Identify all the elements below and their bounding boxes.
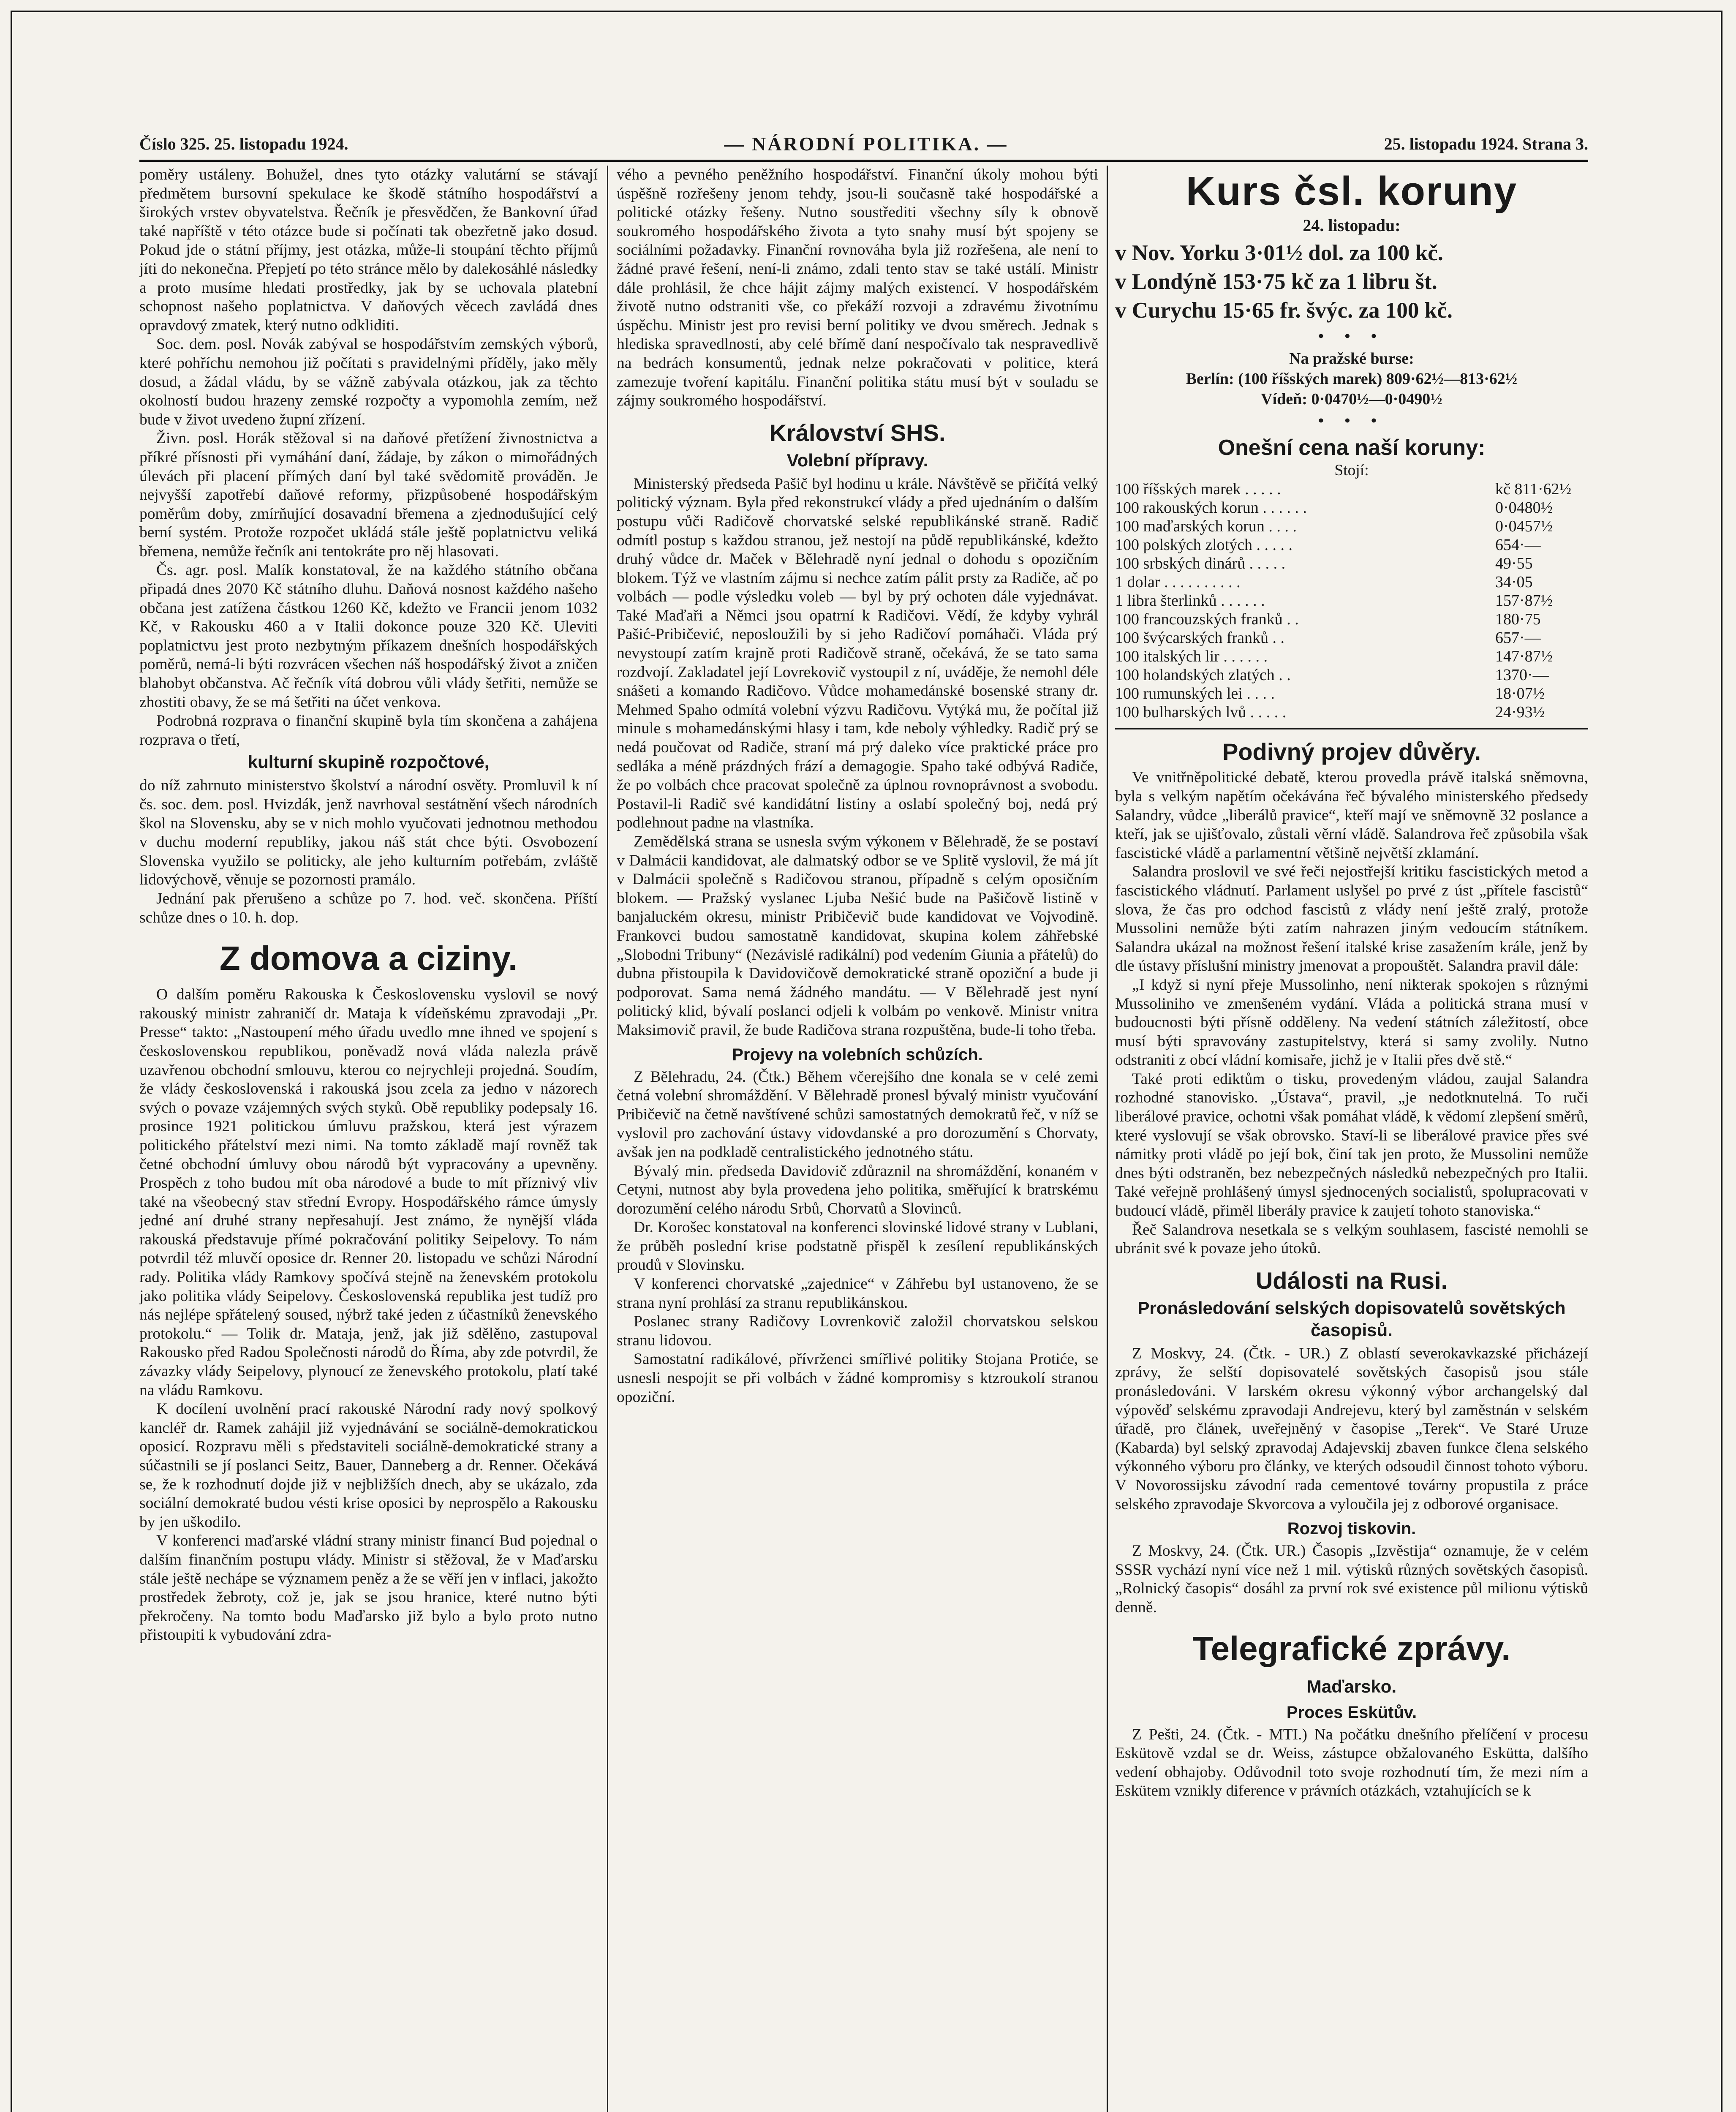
kurs-line: v Londýně 153·75 kč za 1 libru št. <box>1115 269 1437 294</box>
rate-value: 49·55 <box>1495 555 1533 573</box>
paragraph: V konferenci chorvatské „zajednice“ v Záhřebu byl ustanoveno, že se strana nyní prohlásí za stranu republikánskou. <box>617 1275 1098 1312</box>
separator-dots: • • • <box>1318 327 1385 345</box>
table-row <box>1115 629 1588 647</box>
paragraph: Z Pešti, 24. (Čtk. - MTI.) Na počátku dnešního přelíčení v procesu Eskütově vzdal se dr. Weiss, zástupce obžalovaného Eskütta, dalšího vedení obhajoby. Odůvodnil toto svoje rozhodnutí tím, že mezi ním a Eskütem vznikly diference v právních otázkách, vztahujících se k <box>1115 1726 1588 1800</box>
kurs-koruny-title: Kurs čsl. koruny <box>1186 169 1518 214</box>
oneny-cena-title: Onešní cena naší koruny: <box>1218 435 1486 460</box>
page-header <box>139 129 1588 158</box>
rate-label: 100 polských zlotých . . . . . <box>1115 536 1293 554</box>
table-row <box>1115 684 1588 703</box>
rate-value: 0·0480½ <box>1495 499 1553 517</box>
paragraph: O dalším poměru Rakouska k Československu vyslovil se nový rakouský ministr zahraničí dr. Mataja k vídeňskému zpravodaji „Pr. Presse“ takto: „Nastoupení mého úřadu uvedlo mne ihned ve spojení s československou republikou, poněvadž nová vláda nalezla právě uzavřenou obchodní smlouvu, kterou co nejrychleji projedná. Soudím, že vlády československá i rakouská jsou zcela za jedno v názorech svých o povaze vzájemných svých styků. Obě republiky podepsaly 16. prosince 1921 politickou úmluvu pražskou, která jest výrazem politického přátelství mezi nimi. Na tomto základě mají rovněž tak četné obchodní úmluvy obou národů být vypracovány a upevněny. Prospěch z toho budou mít oba národové a bude to mít příznivý vliv také na všeobecný stav střední Evropy. Hospodářského rámce úmysly jedné aní druhé strany nepřesahují. Jest známo, že nynější vláda rakouská představuje přímé pokračování politiky Seipelovy. To nám potvrdil též mluvčí oposice dr. Renner 20. listopadu ve schůzi Národní rady. Politika vlády Ramkovy spočívá stejně na ženevském protokolu jako politika vlády Seipelovy. Československá republika jest tudíž pro nás nejlépe spřátelený soused, nýbrž také jeden z účastníků ženevského protokolu.“ — Tolik dr. Mataja, jenž, jak již sdělěno, zastupoval Rakousko před Radou Společnosti národů do Říma, aby zde potvrdil, že závazky vlády Seipelovy, plynoucí ze ženevského protokolu, platí také na vládu Ramkovu. <box>139 986 598 1399</box>
table-row <box>1115 703 1588 721</box>
rate-label: 100 říšských marek . . . . . <box>1115 480 1281 498</box>
subheading-volebni-pripravy: Volební přípravy. <box>786 450 928 470</box>
paragraph: do níž zahrnuto ministerstvo školství a národní osvěty. Promluvil k ní čs. soc. dem. posl. Hvizdák, jenž navrhoval sestátnění všech národních škol na Slovensku, aby se v nich mohlo vyučovati jednotnou methodou v duchu moderní republiky, jakou náš stát chce býti. Osvobození Slovenska využilo se politicky, ale jeho kulturním potřebám, zvláště lidovýchově, věnuje se pozornosti pramálo. <box>139 777 598 889</box>
subheading-proces: Proces Eskütův. <box>1286 1703 1417 1722</box>
paragraph: Soc. dem. posl. Novák zabýval se hospodářstvím zemských výborů, které pohříchu nemohou již počítati s pravidelnými příděly, jako měly dosud, a žádal vládu, by se vážně zabývala otázkou, jak za těchto okolností budou hrazeny zemské rozpočty a vypomohla zemím, než bude v život uvedeno župní zřízení. <box>139 335 598 428</box>
column-3 <box>1115 166 1588 2112</box>
rate-value: 34·05 <box>1495 573 1533 591</box>
paragraph: poměry ustáleny. Bohužel, dnes tyto otázky valutární se stávají předmětem bursovní spekulace ke škodě státního hospodářství a širokých vrstev obyvatelstva. Řečník je přesvědčen, že Bankovní úřad také napříště v této otázce bude si počínati tak obezřetně jako dosud. Pokud jde o státní příjmy, jest otázka, může-li stoupání těchto příjmů jíti do nekonečna. Přepjetí po této stránce mělo by dalekosáhlé následky a proto musíme hledati prostředky, jak by se uchovala platební schopnost našeho poplatnictva. V daňových věcech zavládá dnes opravdový zmatek, který nutno odkliditi. <box>139 166 598 334</box>
rate-label: 100 maďarských korun . . . . <box>1115 517 1297 536</box>
paragraph: Z Bělehradu, 24. (Čtk.) Během včerejšího dne konala se v celé zemi četná volební shromáždění. V Bělehradě pronesl bývalý ministr vyučování Pribičevič na četně navštívené schůzi samostatných demokratů řeč, v níž se vyslovil pro zachování ústavy vidovdanské a pro dorozumění s Chorvaty, avšak jen na podkladě centralistického jednotného státu. <box>617 1068 1098 1161</box>
rate-value: 180·75 <box>1495 610 1541 629</box>
table-row <box>1115 610 1588 629</box>
table-row <box>1115 498 1588 517</box>
burse-viden: Vídeň: 0·0470½—0·0490½ <box>1261 390 1442 408</box>
subheading-projevy: Projevy na volebních schůzích. <box>732 1045 983 1064</box>
column-1 <box>139 166 598 2112</box>
burse-title: Na pražské burse: <box>1289 350 1414 368</box>
paragraph: Čs. agr. posl. Malík konstatoval, že na každého státního občana připadá dnes 2070 Kč státního dluhu. Daňová nosnost každého našeho občana jest zatížena částkou 1260 Kč, kdežto ve Francii jenom 1032 Kč, v Rakousku 460 a v Italii dokonce pouze 320 Kč. Uleviti poplatnictvu jest proto nezbytným příkazem dnešních hospodářských poměrů, nemá-li býti rozvrácen všechen náš hospodářský život a zničen blahobyt občanstva. Ač řečník vítá dobrou vůli vlády šetřiti, nemůže se zhostiti obavy, že se má šetřiti na účet venkova. <box>139 561 598 711</box>
header-issue: Číslo 325. 25. listopadu 1924. <box>139 134 348 153</box>
rate-label: 100 bulharských lvů . . . . . <box>1115 703 1287 721</box>
rate-label: 1 dolar . . . . . . . . . . <box>1115 573 1241 591</box>
paragraph: Ve vnitřněpolitické debatě, kterou provedla právě italská sněmovna, byla s velkým napětím očekávána řeč bývalého ministerského předsedy Salandry, vůdce „liberálů pravice“, kteří mají ve sněmovně 32 poslance a kteří, jak se ujišťovalo, zůstali věrní vládě. Salandrova řeč způsobila však fascistické vládě a parlamentní většině největší zklamání. <box>1115 769 1588 862</box>
rate-label: 100 srbských dinárů . . . . . <box>1115 555 1286 573</box>
section-divider <box>1115 728 1588 729</box>
kurs-date: 24. listopadu: <box>1303 216 1401 235</box>
rate-value: 18·07½ <box>1495 685 1545 703</box>
rate-value: 654·— <box>1495 536 1541 554</box>
table-row <box>1115 647 1588 666</box>
paragraph: K docílení uvolnění prací rakouské Národní rady nový spolkový kancléř dr. Ramek zahájil již vyjednávání se sociálně-demokratickou oposicí. Rozpravu měli s představiteli sociálně-demokratické strany a súčastnili se jí poslanci Seitz, Bauer, Danneberg a dr. Renner. Očekává se, že k rozhodnutí dojde již v nejbližších dnech, aby se ukázalo, zda sociální demokraté budou vésti krise oposici by neprospělo a Rakousku by jen uškodilo. <box>139 1400 598 1531</box>
rate-label: 100 italských lir . . . . . . <box>1115 648 1268 666</box>
table-row <box>1115 517 1588 536</box>
rate-value: 147·87½ <box>1495 648 1553 666</box>
paragraph: Také proti ediktům o tisku, provedeným vládou, zaujal Salandra rozhodné stanovisko. „Ústava“, pravil, „je nedotknutelná. To ruči liberálové pravice, ochotni však pomáhat vládě, k vědomí zlepšení směrů, které vyslovují se však obrovsko. Staví-li se liberálové pravice přes své námitky proti vládě po její bok, činí tak jen proto, že Mussolini nemůže dnes býti odstraněn, bez nebezpečných následků nebezpečných pro Italii. Také veřejně prohlášený úmysl sjednocených socialistů, spolupracovati v budoucí vládě, přiměl liberály pravice k zaujetí tohoto stanoviska.“ <box>1115 1070 1588 1220</box>
rate-value: 0·0457½ <box>1495 517 1553 536</box>
rate-label: 100 francouzských franků . . <box>1115 610 1299 629</box>
rate-value: 24·93½ <box>1495 703 1545 721</box>
table-row <box>1115 666 1588 684</box>
header-masthead: — NÁRODNÍ POLITIKA. — <box>724 133 1008 155</box>
paragraph: Podrobná rozprava o finanční skupině byla tím skončena a zahájena rozprava o třetí, <box>139 712 598 748</box>
column-divider <box>607 166 608 2112</box>
paragraph: Salandra proslovil ve své řeči nejostřejší kritiku fascistických metod a fascistického vládnutí. Parlament uslyšel po prvé z úst „přítele fascistů“ slova, že čas pro odchod fascistů z vlády není ještě zralý, protože Mussolini nemůže býti zatím nahrazen jiným vedoucím státníkem. Salandra ukázal na možnost řešení italské krise zasažením krále, jenž by dle ústavy příslušní ministry jmenovat a propouštět. Salandra pravil dále: <box>1115 863 1588 975</box>
rate-value: 157·87½ <box>1495 592 1553 610</box>
table-row <box>1115 554 1588 573</box>
paragraph: vého a pevného peněžního hospodářství. Finanční úkoly mohou býti úspěšně rozřešeny jenom tehdy, jsou-li současně také hospodářské a politické otázky řešeny. Nutno soustřediti všechny síly k obnově soukromého hospodářského života a tyto snahy musí být spojeny se sociálními požadavky. Finanční rovnováha byla již rozřešena, ale není to žádné pravé řešení, není-li známo, zdali tento stav se také ustálí. Ministr dále prohlásil, že chce hájit zájmy malých existencí. V hospodářském životě nutno odstraniti vše, co překáží rozvoji a zdravému životnímu úspěchu. Ministr jest pro revisi berní politiky ve dvou směrech. Jednak s hlediska spravedlnosti, aby celé břímě daní nespočívalo tak nespravedlivě na bedrách konsumentů, jednak nelze pokračovati v politice, která zamezuje tvoření kapitálu. Finanční politika státu musí být v souladu se zájmy soukromého hospodářství. <box>617 166 1098 410</box>
section-heading-telegraficke-zpravy: Telegrafické zprávy. <box>1192 1629 1511 1667</box>
kurs-line: v Curychu 15·65 fr. švýc. za 100 kč. <box>1115 298 1453 323</box>
section-heading-z-domova: Z domova a ciziny. <box>219 939 518 977</box>
paragraph: Řeč Salandrova nesetkala se s velkým souhlasem, fascisté nemohli se ubránit své k povaze jeho útoků. <box>1115 1221 1588 1257</box>
column-2 <box>617 166 1098 2112</box>
separator-dots: • • • <box>1318 412 1385 430</box>
paragraph: Samostatní radikálové, přívrženci smířlivé politiky Stojana Protiće, se usnesli nespojit se při volbách v žádné kompromisy s ktzroukolí stranou opoziční. <box>617 1350 1098 1406</box>
header-rule <box>139 160 1588 162</box>
rate-value: 657·— <box>1495 629 1541 647</box>
table-row <box>1115 573 1588 591</box>
kurs-line: v Nov. Yorku 3·01½ dol. za 100 kč. <box>1115 240 1443 265</box>
paragraph: Poslanec strany Radičovy Lovrenkovič založil chorvatskou selskou stranu lidovou. <box>617 1313 1098 1349</box>
subheading-madarsko: Maďarsko. <box>1306 1676 1397 1696</box>
rate-label: 100 rumunských lei . . . . <box>1115 685 1275 703</box>
subheading-pronasledovani: Pronásledování selských dopisovatelů sovětských časopisů. <box>1137 1298 1566 1340</box>
rate-value: kč 811·62½ <box>1495 480 1572 498</box>
rates-table <box>1115 480 1588 721</box>
paragraph: Zemědělská strana se usnesla svým výkonem v Bělehradě, že se postaví v Dalmácii kandidovat, ale dalmatský odbor se ve Splitě vyslovil, že má jít v Dalmácii společně s Radičovou stranou, případně s celým oposičním blokem. — Pražský vyslanec Ljuba Nešić bude na Pašičově listině v banjaluckém okresu, ministr Pribičevič bude kandidovat ve Vojvodině. Frankovci budou samostatně kandidovat, skupina kolem záhřebské „Slobodni Tribuny“ (Nezávislé radikální) pod vedením Giunia a přátelů) do dubna přistoupila k Davidovičově demokratické straně opoziční a bude ji podporovat. Sama nemá žádného mandátu. — V Bělehradě jest nyní politický klid, bývalí poslanci odjeli k volbám po venkově. Ministr vnitra Maksimovič pravil, že bude Radičova strana rozpuštěna, bude-li toho třeba. <box>617 833 1098 1039</box>
paragraph: Dr. Korošec konstatoval na konferenci slovinské lidové strany v Lublani, že průběh poslední krise podstatně přispěl k zesílení republikánských proudů v Slovinsku. <box>617 1219 1098 1274</box>
rate-label: 100 holandských zlatých . . <box>1115 666 1291 684</box>
subheading-kulturni-skupina: kulturní skupině rozpočtové, <box>248 752 490 772</box>
paragraph: Bývalý min. předseda Davidovič zdůraznil na shromáždění, konaném v Cetyni, nutnost aby byla provedena jeho politika, směřující k bratrskému dorozumění celého národu Srbů, Chorvatů a Slovinců. <box>617 1162 1098 1217</box>
paragraph: Z Moskvy, 24. (Čtk. UR.) Časopis „Izvěstija“ oznamuje, že v celém SSSR vychází nyní více než 1 mil. výtisků různých sovětských časopisů. „Rolnický časopis“ dosáhl za první rok své existence půl milionu výtisků denně. <box>1115 1542 1588 1616</box>
paragraph: Z Moskvy, 24. (Čtk. - UR.) Z oblastí severokavkazské přicházejí zprávy, že selští dopisovatelé sovětských časopisů jsou stále pronásledováni. V larském okresu výkonný výbor archangelský dal výpověď selskému zpravodaji Andrejevu, který byl zaměstnán v selském úřadě, pro článek, uveřejněný v časopise „Terek“. Ve Staré Uruze (Kabarda) byl selský zpravodaj Adajevskij zbaven funkce člena selského výkonného výboru pro články, ve kterých odsoudil činnost tohoto výboru. V Novorossijsku závodní rada cementové továrny propustila z práce selského zpravodaje Skvorcova a vyloučila jej z odborové organisace. <box>1115 1344 1588 1513</box>
column-divider <box>1107 166 1108 2112</box>
paragraph: Živn. posl. Horák stěžoval si na daňové přetížení živnostnictva a příkré přísnosti při vymáhání daní, žádaje, by zákon o mimořádných úlevách při placení přímých daní byl také svědomitě prováděn. Je nejvyšší zapotřebí daňové reformy, přizpůsobené hospodářským poměrům doby, zmírňující dosavadní břemena a zjednodušující celý berní systém. Protože rozpočet ukládá stále ještě poplatnictvu veliká břemena, nemůže řečník ani tentokráte pro něj hlasovati. <box>139 430 598 560</box>
section-heading-podivny-projev: Podivný projev důvěry. <box>1222 738 1481 765</box>
table-row <box>1115 536 1588 554</box>
burse-berlin: Berlín: (100 říšských marek) 809·62½—813·62½ <box>1186 370 1518 388</box>
table-row <box>1115 480 1588 498</box>
section-heading-kralovstvi-shs: Království SHS. <box>769 419 946 446</box>
stoji-label: Stojí: <box>1334 461 1369 479</box>
subheading-rozvoj-tiskovin: Rozvoj tiskovin. <box>1287 1519 1416 1538</box>
paragraph: „I když si nyní přeje Mussolinho, není nikterak spokojen s různými Mussoliniho ve zmenšeném vydání. Vláda a politická strana musí v budoucnosti býti přísně odděleny. Na vedení státních záležitostí, obce musí býti spravovány zastupitelstvy, která si samy zvolily. Nutno odstraniti z obcí vládní komisaře, jichž je v Italii přes dvě stě.“ <box>1115 976 1588 1069</box>
header-date-page: 25. listopadu 1924. Strana 3. <box>1384 134 1588 153</box>
rate-value: 1370·— <box>1495 666 1549 684</box>
table-row <box>1115 591 1588 610</box>
section-heading-udalosti-na-rusi: Události na Rusi. <box>1255 1267 1448 1294</box>
paragraph: Jednání pak přerušeno a schůze po 7. hod. več. skončena. Příští schůze dnes o 10. h. dop. <box>139 890 598 926</box>
rate-label: 100 švýcarských franků . . <box>1115 629 1285 647</box>
paragraph: V konferenci maďarské vládní strany ministr financí Bud pojednal o dalším finančním postupu vlády. Ministr si stěžoval, že v Maďarsku stále ještě nechápe se významem peněz a že se věří jen v inflaci, jakožto prostředek žebroty, což je, jak se jsou hranice, které nutno býti překročeny. Na tomto bodu Maďarsko již bylo a bylo proto nutno přistoupiti k vybudování zdra- <box>139 1532 598 1644</box>
paragraph: Ministerský předseda Pašič byl hodinu u krále. Návštěvě se přičítá velký politický význam. Byla před rekonstrukcí vlády a před ujednáním o dalším postupu vůči Radičově chorvatské selské republikánské straně. Radič odmítl postup s každou stranou, jež nestojí na půdě republikánské, kdežto druhý vůdce dr. Maček v Bělehradě nyní jednal o dohodu s opozičním blokem. Týž ve vlastním zájmu si nechce zatím pálit prsty za Radiče, ač po volbách — podle výsledku voleb — byl by prý ochoten dále vyjednávat. Také Maďaři a Němci jsou opatrní k Radičovi. Vědí, že kdyby vyhrál Pašić-Pribičević, neposloužili by si jeho Radičoví pomáhači. Vláda prý nevystoupí zatím krajně proti Radičově straně, očekává, že se tato sama rozdvojí. Zakladatel její Lovrekovič vystoupil z ní, uváděje, že nemohl déle snášeti a komando Radičovo. Vůdce mohamedánské bosenské strany dr. Mehmed Spaho odmítá volební výzvu Radičovu. Vytýká mu, že počítal již minule s mohamedánskými hlasy i tam, kde neboly výhledky. Radič prý se nedá poučovat od Radiče, straní má prý daleko více praktické práce pro sedláka a méně prázdných frází a demagogie. Spaho také odbývá Radiče, že po volbách chce pracovat společně za úplnou rovnoprávnost a svobodu. Postavil-li Radič své kandidátní listiny a oslabí společný boj, nedá prý podlehnout padne na vlastníka. <box>617 475 1098 832</box>
rate-label: 1 libra šterlinků . . . . . . <box>1115 592 1265 610</box>
rate-label: 100 rakouských korun . . . . . . <box>1115 499 1307 517</box>
